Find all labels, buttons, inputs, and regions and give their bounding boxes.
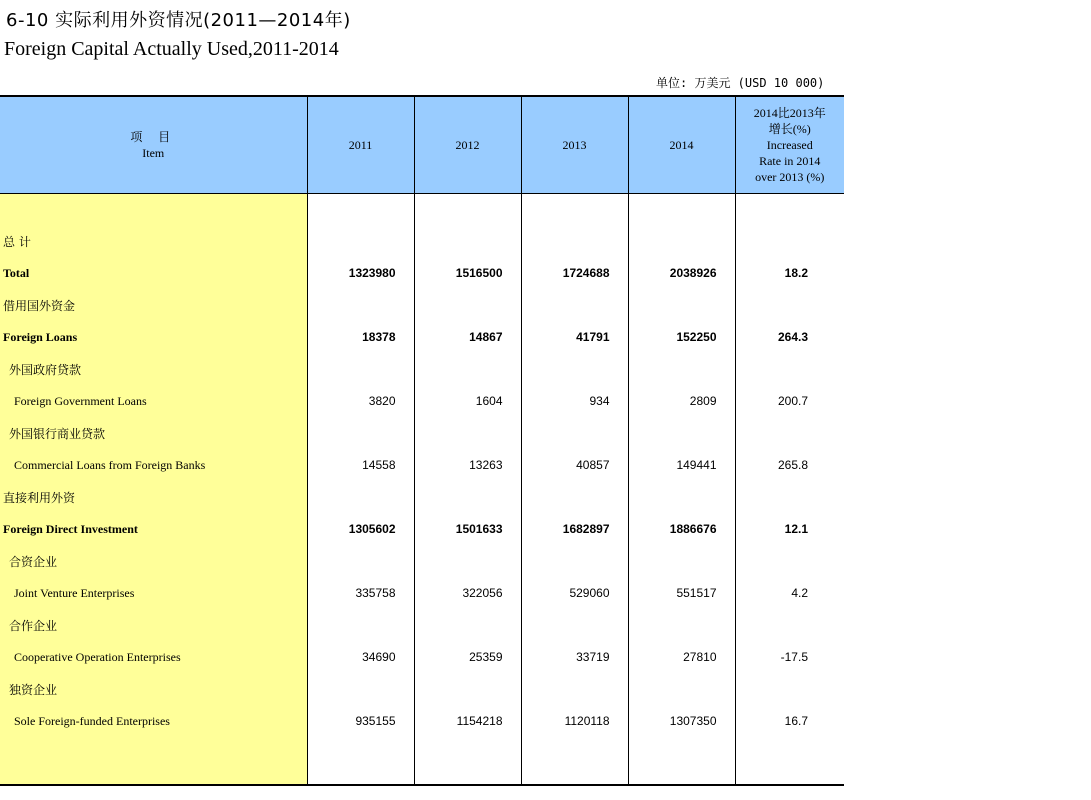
cell-2012: 1604 <box>414 385 521 417</box>
cell-rate: 265.8 <box>735 449 844 481</box>
cell-2013: 1682897 <box>521 513 628 545</box>
table-header-row <box>0 96 844 194</box>
cell-2011: 335758 <box>307 577 414 609</box>
header-item-en: Item <box>142 146 165 160</box>
row-label-en: Foreign Government Loans <box>0 385 307 417</box>
cell-2014: 2809 <box>628 385 735 417</box>
table-spacer-row <box>0 194 844 226</box>
cell-2012: 14867 <box>414 321 521 353</box>
cell-2011: 1323980 <box>307 257 414 289</box>
header-year-2011: 2011 <box>307 96 414 194</box>
row-label-cn: 合资企业 <box>0 545 307 577</box>
cell-2011: 14558 <box>307 449 414 481</box>
row-label-en: Joint Venture Enterprises <box>0 577 307 609</box>
table-row-cn <box>0 225 844 257</box>
cell-2014: 551517 <box>628 577 735 609</box>
table-row <box>0 705 844 737</box>
cell-2012: 13263 <box>414 449 521 481</box>
cell-2012: 1501633 <box>414 513 521 545</box>
cell-2013: 934 <box>521 385 628 417</box>
page-title-cn: 6-10 实际利用外资情况(2011—2014年) <box>6 10 351 31</box>
table-bottom-row <box>0 737 844 785</box>
row-label-en: Foreign Direct Investment <box>0 513 307 545</box>
cell-rate: -17.5 <box>735 641 844 673</box>
table-row-cn <box>0 609 844 641</box>
cell-2013: 41791 <box>521 321 628 353</box>
cell-2012: 1516500 <box>414 257 521 289</box>
cell-2011: 34690 <box>307 641 414 673</box>
table-row-cn <box>0 289 844 321</box>
table-row <box>0 449 844 481</box>
table-row-cn <box>0 353 844 385</box>
row-label-en: Sole Foreign-funded Enterprises <box>0 705 307 737</box>
cell-2011: 1305602 <box>307 513 414 545</box>
cell-rate: 4.2 <box>735 577 844 609</box>
cell-2014: 1886676 <box>628 513 735 545</box>
row-label-en: Cooperative Operation Enterprises <box>0 641 307 673</box>
table-row <box>0 321 844 353</box>
cell-2012: 322056 <box>414 577 521 609</box>
row-label-cn: 借用国外资金 <box>0 289 307 321</box>
row-label-en: Commercial Loans from Foreign Banks <box>0 449 307 481</box>
cell-rate: 200.7 <box>735 385 844 417</box>
table-row <box>0 577 844 609</box>
cell-2013: 1120118 <box>521 705 628 737</box>
header-item-cn: 项 目 <box>130 130 177 144</box>
header-year-2013: 2013 <box>521 96 628 194</box>
cell-2011: 18378 <box>307 321 414 353</box>
data-table <box>0 95 844 786</box>
row-label-cn: 总 计 <box>0 225 307 257</box>
header-rate-line: Increased <box>766 138 813 152</box>
cell-rate: 18.2 <box>735 257 844 289</box>
cell-2013: 1724688 <box>521 257 628 289</box>
row-label-cn: 外国银行商业贷款 <box>0 417 307 449</box>
table-row-cn <box>0 545 844 577</box>
row-label-cn: 独资企业 <box>0 673 307 705</box>
unit-label: 单位: 万美元 (USD 10 000) <box>656 76 825 90</box>
table-row-cn <box>0 481 844 513</box>
cell-rate: 12.1 <box>735 513 844 545</box>
cell-2014: 149441 <box>628 449 735 481</box>
header-year-2012: 2012 <box>414 96 521 194</box>
cell-2014: 1307350 <box>628 705 735 737</box>
cell-rate: 16.7 <box>735 705 844 737</box>
cell-rate: 264.3 <box>735 321 844 353</box>
cell-2014: 2038926 <box>628 257 735 289</box>
row-label-cn: 外国政府贷款 <box>0 353 307 385</box>
row-label-en: Total <box>0 257 307 289</box>
row-label-en: Foreign Loans <box>0 321 307 353</box>
page-title-en: Foreign Capital Actually Used,2011-2014 <box>4 38 339 60</box>
table-row <box>0 385 844 417</box>
header-rate-line: 2014比2013年 <box>753 106 826 120</box>
table-row <box>0 257 844 289</box>
cell-2013: 529060 <box>521 577 628 609</box>
table-row <box>0 641 844 673</box>
header-rate-line: 增长(%) <box>768 122 811 136</box>
cell-2014: 27810 <box>628 641 735 673</box>
row-label-cn: 直接利用外资 <box>0 481 307 513</box>
data-table-container <box>0 95 844 786</box>
cell-2011: 935155 <box>307 705 414 737</box>
cell-2012: 25359 <box>414 641 521 673</box>
header-item <box>0 96 307 194</box>
cell-2013: 40857 <box>521 449 628 481</box>
cell-2013: 33719 <box>521 641 628 673</box>
table-row-cn <box>0 673 844 705</box>
header-rate-line: Rate in 2014 <box>759 154 821 168</box>
header-year-2014: 2014 <box>628 96 735 194</box>
row-label-cn: 合作企业 <box>0 609 307 641</box>
table-row <box>0 513 844 545</box>
cell-2012: 1154218 <box>414 705 521 737</box>
table-row-cn <box>0 417 844 449</box>
cell-2014: 152250 <box>628 321 735 353</box>
cell-2011: 3820 <box>307 385 414 417</box>
header-rate <box>735 96 844 194</box>
header-rate-line: over 2013 (%) <box>755 170 825 184</box>
